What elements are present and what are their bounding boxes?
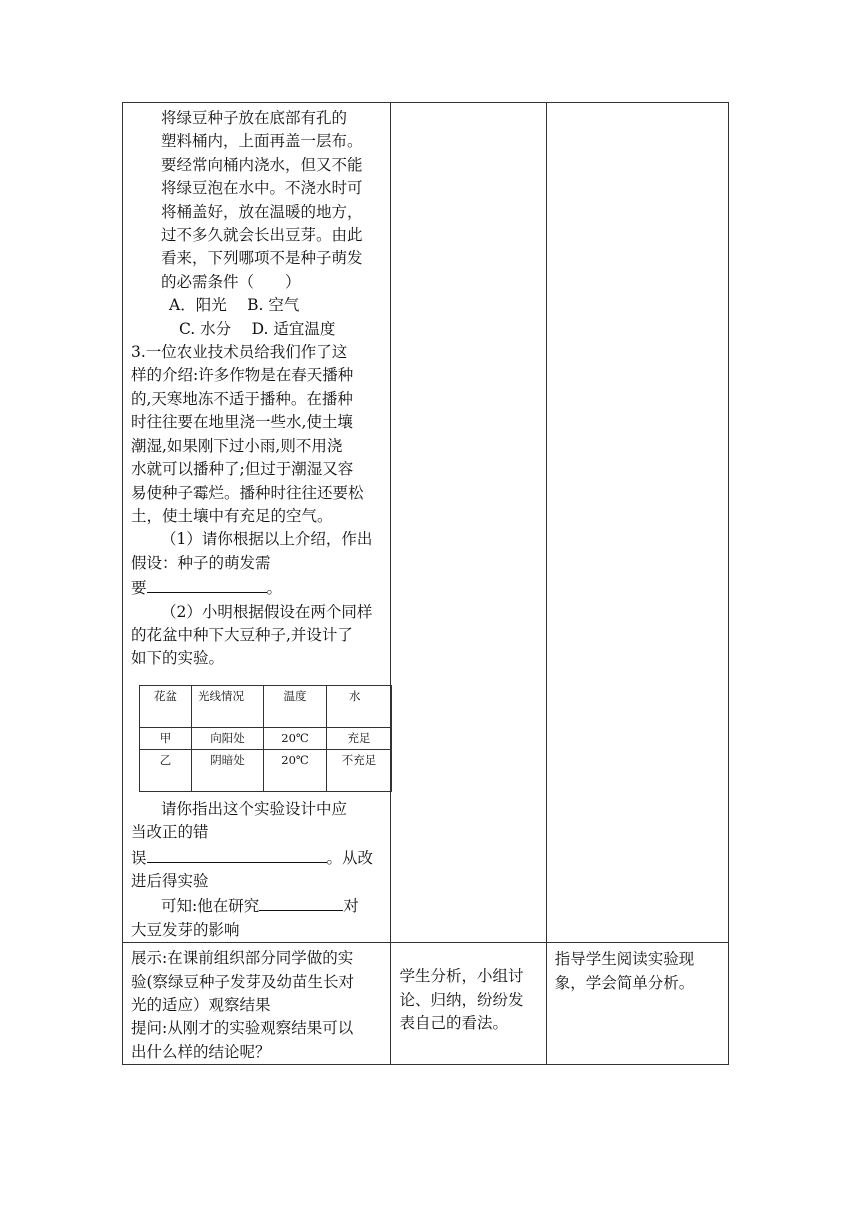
question-2-line: 看来，下列哪项不是种子萌发 bbox=[161, 249, 363, 268]
question-3-line: 时往往要在地里浇一些水,使土壤 bbox=[131, 413, 353, 432]
answer-prefix: 误 bbox=[131, 848, 147, 867]
question-3-line: 土，使土壤中有充足的空气。 bbox=[131, 506, 333, 525]
conclusion-line: 进后得实验 bbox=[131, 871, 209, 890]
header-cell: 光线情况 bbox=[192, 685, 264, 727]
teacher-text-line: 光的适应）观察结果 bbox=[131, 996, 271, 1014]
question-3-line: 潮湿,如果刚下过小雨,则不用浇 bbox=[131, 436, 343, 455]
answer-suffix: 对 bbox=[343, 897, 359, 916]
design-intent-cell bbox=[546, 943, 728, 1065]
student-activity-text bbox=[391, 943, 545, 1036]
question-2-line: 将绿豆种子放在底部有孔的 bbox=[161, 109, 348, 127]
lesson-plan-table bbox=[122, 102, 729, 1065]
teacher-activity-cell bbox=[123, 103, 391, 943]
experiment-table-row bbox=[140, 727, 392, 749]
design-intent-text bbox=[547, 943, 728, 995]
header-cell: 温度 bbox=[264, 685, 327, 727]
sub-question-1: （1）请你根据以上介绍，作出 bbox=[161, 530, 373, 549]
error-question-line: 请你指出这个实验设计中应 bbox=[161, 799, 348, 818]
question-2-line: 要经常向桶内浇水，但又不能 bbox=[161, 155, 363, 174]
table-cell: 充足 bbox=[327, 727, 392, 749]
sub-question-2-line: 的花盆中种下大豆种子,并设计了 bbox=[131, 625, 353, 644]
answer-suffix: 。从改 bbox=[326, 848, 374, 867]
error-answer-line bbox=[131, 845, 390, 870]
student-text-line: 学生分析，小组讨 bbox=[399, 967, 524, 986]
table-cell: 不充足 bbox=[327, 749, 392, 791]
question-2 bbox=[131, 107, 390, 341]
student-text-line: 表自己的看法。 bbox=[399, 1014, 508, 1033]
question-3-line: 易使种子霉烂。播种时往往还要松 bbox=[131, 483, 364, 502]
teacher-text-line: 出什么样的结论呢？ bbox=[131, 1042, 271, 1061]
question-3-line: 的,天寒地冻不适于播种。在播种 bbox=[131, 389, 353, 408]
lesson-row-exercises bbox=[123, 103, 729, 943]
lesson-row-observation bbox=[123, 943, 729, 1065]
sub-question-1-line: 假设：种子的萌发需 bbox=[131, 553, 271, 572]
student-activity-cell bbox=[391, 943, 546, 1065]
table-cell: 向阳处 bbox=[192, 727, 264, 749]
table-cell: 20℃ bbox=[264, 749, 327, 791]
teacher-text-line: 展示:在课前组织部分同学做的实 bbox=[131, 949, 354, 968]
answer-blank-factor[interactable] bbox=[259, 893, 343, 911]
question-2-line: 将桶盖好，放在温暖的地方， bbox=[161, 202, 363, 221]
question-2-line: 过不多久就会长出豆芽。由此 bbox=[161, 226, 363, 245]
question-3-line: 样的介绍:许多作物是在春天播种 bbox=[131, 366, 354, 385]
answer-suffix: 。 bbox=[266, 579, 283, 598]
student-activity-cell bbox=[391, 103, 546, 943]
intent-text-line: 指导学生阅读实验现 bbox=[554, 950, 695, 969]
answer-blank-error[interactable] bbox=[147, 845, 327, 863]
experiment-table-header bbox=[140, 685, 392, 727]
table-cell: 20℃ bbox=[264, 727, 327, 749]
intent-text-line: 象，学会简单分析。 bbox=[554, 973, 695, 992]
question-3-line: 3.一位农业技术员给我们作了这 bbox=[131, 343, 348, 362]
experiment-table bbox=[139, 685, 392, 792]
design-intent-cell bbox=[546, 103, 728, 943]
header-cell: 花盆 bbox=[140, 685, 192, 727]
question-3-line: 水就可以播种了;但过于潮湿又容 bbox=[131, 460, 354, 479]
exercise-content bbox=[123, 103, 390, 942]
question-2-options-cd: C. 水分 D. 适宜温度 bbox=[179, 319, 336, 338]
answer-prefix: 要 bbox=[131, 579, 147, 598]
sub-question-2-line: 如下的实验。 bbox=[131, 649, 225, 668]
header-cell: 水 bbox=[327, 685, 392, 727]
experiment-table-row bbox=[140, 749, 392, 791]
conclusion-answer-line bbox=[131, 893, 390, 918]
answer-prefix: 可知:他在研究 bbox=[161, 897, 260, 916]
teacher-text-line: 验(察绿豆种子发芽及幼苗生长对 bbox=[131, 972, 355, 991]
sub-question-1-answer-line bbox=[131, 575, 390, 600]
sub-question-2: （2）小明根据假设在两个同样 bbox=[161, 602, 373, 621]
student-text-line: 论、归纳，纷纷发 bbox=[399, 990, 524, 1009]
answer-blank-hypothesis[interactable] bbox=[147, 575, 267, 593]
question-2-line: 将绿豆泡在水中。不浇水时可 bbox=[161, 179, 363, 198]
conclusion-line: 大豆发芽的影响 bbox=[131, 920, 240, 939]
question-2-options-ab: A．阳光 B. 空气 bbox=[169, 296, 300, 315]
table-cell: 乙 bbox=[140, 749, 192, 791]
table-cell: 甲 bbox=[140, 727, 192, 749]
question-3 bbox=[131, 341, 390, 942]
question-2-line: 的必需条件（ ） bbox=[161, 272, 301, 291]
error-question-line: 当改正的错 bbox=[131, 823, 209, 842]
question-2-line: 塑料桶内，上面再盖一层布。 bbox=[161, 132, 363, 151]
table-cell: 阴暗处 bbox=[192, 749, 264, 791]
observation-content bbox=[123, 943, 390, 1064]
teacher-activity-cell bbox=[123, 943, 391, 1065]
teacher-text-line: 提问:从刚才的实验观察结果可以 bbox=[131, 1019, 354, 1038]
